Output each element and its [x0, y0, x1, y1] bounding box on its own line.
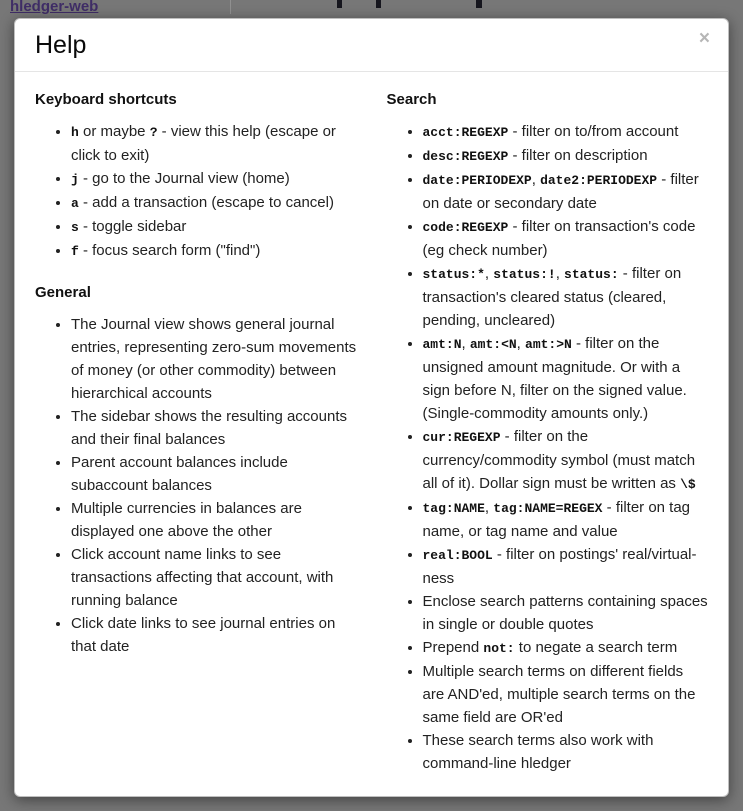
item-text: ,: [531, 171, 541, 188]
help-list-item: [423, 425, 709, 496]
code-term: h: [71, 125, 79, 140]
code-term: \$: [680, 477, 696, 492]
item-text: ,: [555, 265, 565, 282]
general-list: [35, 313, 357, 658]
background-title-fragment: [337, 0, 342, 8]
code-term: ?: [149, 125, 158, 140]
help-list-item: [423, 590, 709, 636]
help-modal-body: [15, 72, 728, 791]
code-term: a: [71, 196, 79, 211]
code-term: code:REGEXP: [422, 220, 509, 235]
code-term: f: [71, 244, 79, 259]
item-text: - focus search form ("find"): [78, 242, 261, 259]
code-term: acct:REGEXP: [422, 125, 509, 140]
help-list-item: [423, 729, 709, 775]
item-text: - view this help (escape or click to exit): [71, 123, 336, 164]
general-heading: General: [35, 284, 91, 301]
help-list-item: [423, 543, 709, 590]
help-list-item: [71, 497, 357, 543]
help-modal-title: Help: [35, 31, 87, 59]
item-text: Multiple currencies in balances are displayed one above the other: [71, 500, 302, 540]
item-text: Prepend: [422, 639, 484, 656]
code-term: desc:REGEXP: [422, 149, 509, 164]
help-list-item: [423, 120, 709, 144]
help-list-item: [423, 215, 709, 262]
item-text: - filter on transaction's code (eg check number): [422, 218, 696, 259]
code-term: j: [71, 172, 79, 187]
code-term: status:!: [493, 267, 556, 282]
help-left-column: [35, 90, 372, 791]
help-list-item: [71, 313, 357, 405]
item-text: - filter on to/from account: [508, 123, 679, 140]
item-text: - toggle sidebar: [78, 218, 187, 235]
item-text: - filter on description: [508, 147, 648, 164]
item-text: or maybe: [78, 123, 150, 140]
help-list-item: [423, 262, 709, 332]
code-term: date:PERIODEXP: [422, 173, 532, 188]
help-list-item: [71, 405, 357, 451]
help-right-column: [372, 90, 709, 791]
item-text: The Journal view shows general journal entries, representing zero-sum movements of money (or other commodity) between hierarchical accounts: [71, 316, 357, 402]
item-text: - add a transaction (escape to cancel): [78, 194, 334, 211]
help-list-item: [71, 239, 357, 263]
help-list-item: [423, 168, 709, 215]
close-icon[interactable]: ×: [695, 27, 714, 50]
help-list-item: [71, 215, 357, 239]
background-brand-link: hledger-web: [10, 0, 99, 15]
help-list-item: [423, 636, 709, 660]
item-text: - go to the Journal view (home): [78, 170, 290, 187]
item-text: - filter on tag name, or tag name and value: [422, 499, 691, 540]
item-text: Enclose search patterns containing spaces in single or double quotes: [422, 593, 708, 633]
code-term: s: [71, 220, 79, 235]
search-list: [387, 120, 709, 775]
help-list-item: [423, 660, 709, 729]
code-term: not:: [483, 641, 515, 656]
item-text: Multiple search terms on different fields are AND'ed, multiple search terms on the same field are OR'ed: [422, 663, 696, 726]
item-text: - filter on the currency/commodity symbol (must match all of it). Dollar sign must be written as: [422, 428, 696, 492]
code-term: amt:<N: [469, 337, 517, 352]
code-term: status:: [564, 267, 619, 282]
item-text: - filter on the unsigned amount magnitude. Or with a sign before N, filter on the signed value. (Single-commodity amounts only.): [422, 335, 687, 422]
code-term: status:*: [422, 267, 485, 282]
help-list-item: [71, 451, 357, 497]
help-list-item: [423, 332, 709, 425]
item-text: Click account name links to see transactions affecting that account, with running balance: [71, 546, 334, 609]
search-heading: Search: [386, 91, 437, 108]
keyboard-shortcuts-heading: Keyboard shortcuts: [35, 91, 177, 108]
help-list-item: [71, 191, 357, 215]
help-list-item: [71, 167, 357, 191]
help-list-item: [71, 543, 357, 612]
help-modal-header: [15, 19, 728, 72]
item-text: ,: [516, 335, 526, 352]
code-term: tag:NAME: [422, 501, 485, 516]
item-text: Click date links to see journal entries on that date: [71, 615, 336, 655]
code-term: amt:>N: [525, 337, 572, 352]
help-list-item: [71, 612, 357, 658]
item-text: - filter on transaction's cleared status (cleared, pending, uncleared): [422, 265, 682, 329]
item-text: Parent account balances include subaccount balances: [71, 454, 288, 494]
help-modal: [14, 18, 729, 797]
background-title-fragment: [376, 0, 381, 8]
code-term: date2:PERIODEXP: [540, 173, 658, 188]
item-text: ,: [484, 499, 494, 516]
item-text: - filter on postings' real/virtual-ness: [422, 546, 697, 587]
item-text: ,: [461, 335, 470, 352]
help-list-item: [71, 120, 357, 167]
code-term: real:BOOL: [422, 548, 493, 563]
code-term: amt:N: [422, 337, 462, 352]
help-list-item: [423, 144, 709, 168]
help-list-item: [423, 496, 709, 543]
item-text: These search terms also work with command-line hledger: [422, 732, 654, 772]
item-text: - filter on date or secondary date: [422, 171, 699, 212]
item-text: The sidebar shows the resulting accounts and their final balances: [71, 408, 347, 448]
background-title-fragment: [476, 0, 482, 8]
code-term: cur:REGEXP: [422, 430, 501, 445]
keyboard-shortcuts-list: [35, 120, 357, 263]
item-text: to negate a search term: [514, 639, 678, 656]
code-term: tag:NAME=REGEX: [493, 501, 603, 516]
background-column-divider: [230, 0, 231, 14]
item-text: ,: [484, 265, 494, 282]
